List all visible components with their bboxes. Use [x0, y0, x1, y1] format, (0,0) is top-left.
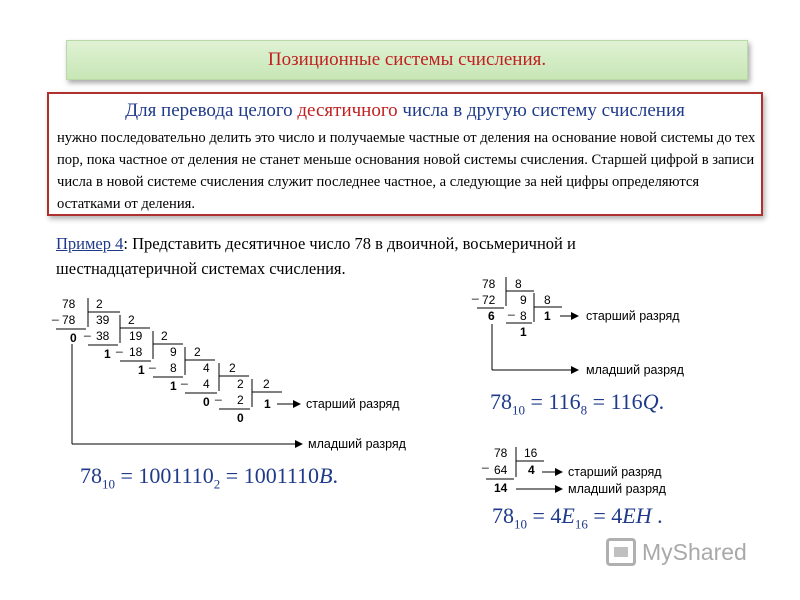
formula-number: 78	[492, 503, 514, 528]
formula-end: .	[658, 389, 665, 414]
bin-q-2: 19	[129, 329, 143, 343]
formula-value: = 116	[587, 389, 643, 414]
bin-rem-4: 1	[170, 379, 177, 393]
hex-senior-label: старший разряд	[568, 465, 662, 479]
hex-dividend: 78	[494, 446, 508, 460]
minus-sign: _	[181, 371, 188, 385]
bin-sub-5: 4	[203, 377, 210, 391]
bin-sub-4: 8	[170, 361, 177, 375]
minus-sign: _	[508, 302, 515, 316]
bin-div-6: 2	[263, 377, 270, 391]
oct-junior-label: младший разряд	[586, 363, 684, 377]
binary-result-formula	[80, 463, 338, 492]
formula-base: 2	[213, 476, 221, 492]
rule-heading-decimal: десятичного	[297, 100, 398, 121]
formula-base: 10	[102, 476, 115, 492]
bin-rem-2: 1	[104, 347, 111, 361]
rule-heading-end: числа в другую систему счисления	[397, 100, 685, 121]
oct-q-1: 9	[520, 293, 527, 307]
bin-div-3: 2	[161, 329, 168, 343]
minus-sign: _	[84, 323, 91, 337]
example-text: : Представить десятичное число 78 в двоичной, восьмеричной и шестнадцатеричной системах счисления.	[56, 234, 576, 278]
minus-sign: _	[215, 387, 222, 401]
bin-div-2: 2	[128, 313, 135, 327]
bin-sub-2: 38	[96, 329, 110, 343]
bin-div-1: 2	[96, 297, 103, 311]
oct-senior-label: старший разряд	[586, 309, 680, 323]
rule-text: нужно последовательно делить это число и получаемые частные от деления на основание новой системы до тех пор, пока частное от деления не станет меньше основания новой системы счисления. Старшей цифрой в записи числа в новой системе счисления служит последнее частное, а следующие за ней цифры определяются остатками от деления.	[57, 130, 756, 212]
oct-div-1: 8	[515, 277, 522, 291]
formula-value: = 1001110	[115, 463, 214, 488]
bin-q-3: 9	[170, 345, 177, 359]
oct-rem-1: 6	[488, 309, 495, 323]
example-label: Пример 4	[56, 234, 124, 253]
page-title: Позиционные системы счисления.	[267, 49, 547, 70]
oct-rem-2: 1	[520, 325, 527, 339]
formula-base: 10	[514, 516, 527, 532]
bin-q-5: 2	[237, 377, 244, 391]
minus-sign: _	[472, 286, 479, 300]
rule-heading-start: Для перевода целого	[125, 100, 298, 121]
octal-result-formula	[490, 389, 664, 418]
bin-dividend: 78	[62, 297, 76, 311]
bin-rem-1: 0	[70, 331, 77, 345]
formula-number: 78	[490, 389, 512, 414]
watermark-logo	[606, 538, 747, 566]
bin-junior-label: младший разряд	[308, 437, 406, 451]
bin-rem-3: 1	[138, 363, 145, 377]
bin-rem-5: 0	[203, 395, 210, 409]
formula-end: .	[332, 463, 339, 488]
bin-rem-6: 0	[237, 411, 244, 425]
bin-last-quotient: 1	[264, 397, 271, 411]
hex-sub-1: 64	[494, 463, 508, 477]
hex-result-formula	[492, 503, 663, 532]
oct-dividend: 78	[482, 277, 496, 291]
formula-value: = 1001110	[220, 463, 320, 488]
watermark-text: MyShared	[642, 538, 747, 565]
formula-number: 78	[80, 463, 102, 488]
binary-numbers	[51, 297, 407, 451]
bin-sub-6: 2	[237, 393, 244, 407]
formula-suffix: Q	[642, 389, 659, 414]
binary-division	[56, 298, 302, 444]
bin-div-5: 2	[229, 361, 236, 375]
bin-senior-label: старший разряд	[306, 397, 400, 411]
formula-value: = 4	[587, 503, 623, 528]
minus-sign: _	[149, 355, 156, 369]
bin-q-4: 4	[203, 361, 210, 375]
oct-q-2: 1	[544, 309, 551, 323]
bin-q-1: 39	[96, 313, 110, 327]
hex-rem-1: 14	[494, 481, 508, 495]
presentation-icon	[606, 538, 636, 566]
hex-div-1: 16	[524, 446, 538, 460]
formula-end: .	[651, 503, 663, 528]
bin-div-4: 2	[194, 345, 201, 359]
formula-suffix: B	[319, 463, 333, 488]
oct-div-2: 8	[544, 293, 551, 307]
formula-value: = 116	[525, 389, 581, 414]
hex-junior-label: младший разряд	[568, 482, 666, 496]
minus-sign: _	[116, 339, 123, 353]
formula-digit: E	[561, 503, 575, 528]
minus-sign: _	[482, 455, 489, 469]
minus-sign: _	[52, 307, 59, 321]
formula-base: 8	[580, 402, 588, 418]
octal-numbers	[471, 277, 685, 377]
oct-sub-1: 72	[482, 293, 496, 307]
formula-base: 10	[512, 402, 525, 418]
hex-q-1: 4	[528, 463, 535, 477]
formula-value: = 4	[527, 503, 562, 528]
formula-base: 16	[574, 516, 588, 532]
formula-suffix: EH	[622, 503, 652, 528]
bin-sub-3: 18	[129, 345, 143, 359]
hex-numbers	[481, 446, 667, 496]
oct-sub-2: 8	[520, 309, 527, 323]
bin-sub-1: 78	[62, 313, 76, 327]
